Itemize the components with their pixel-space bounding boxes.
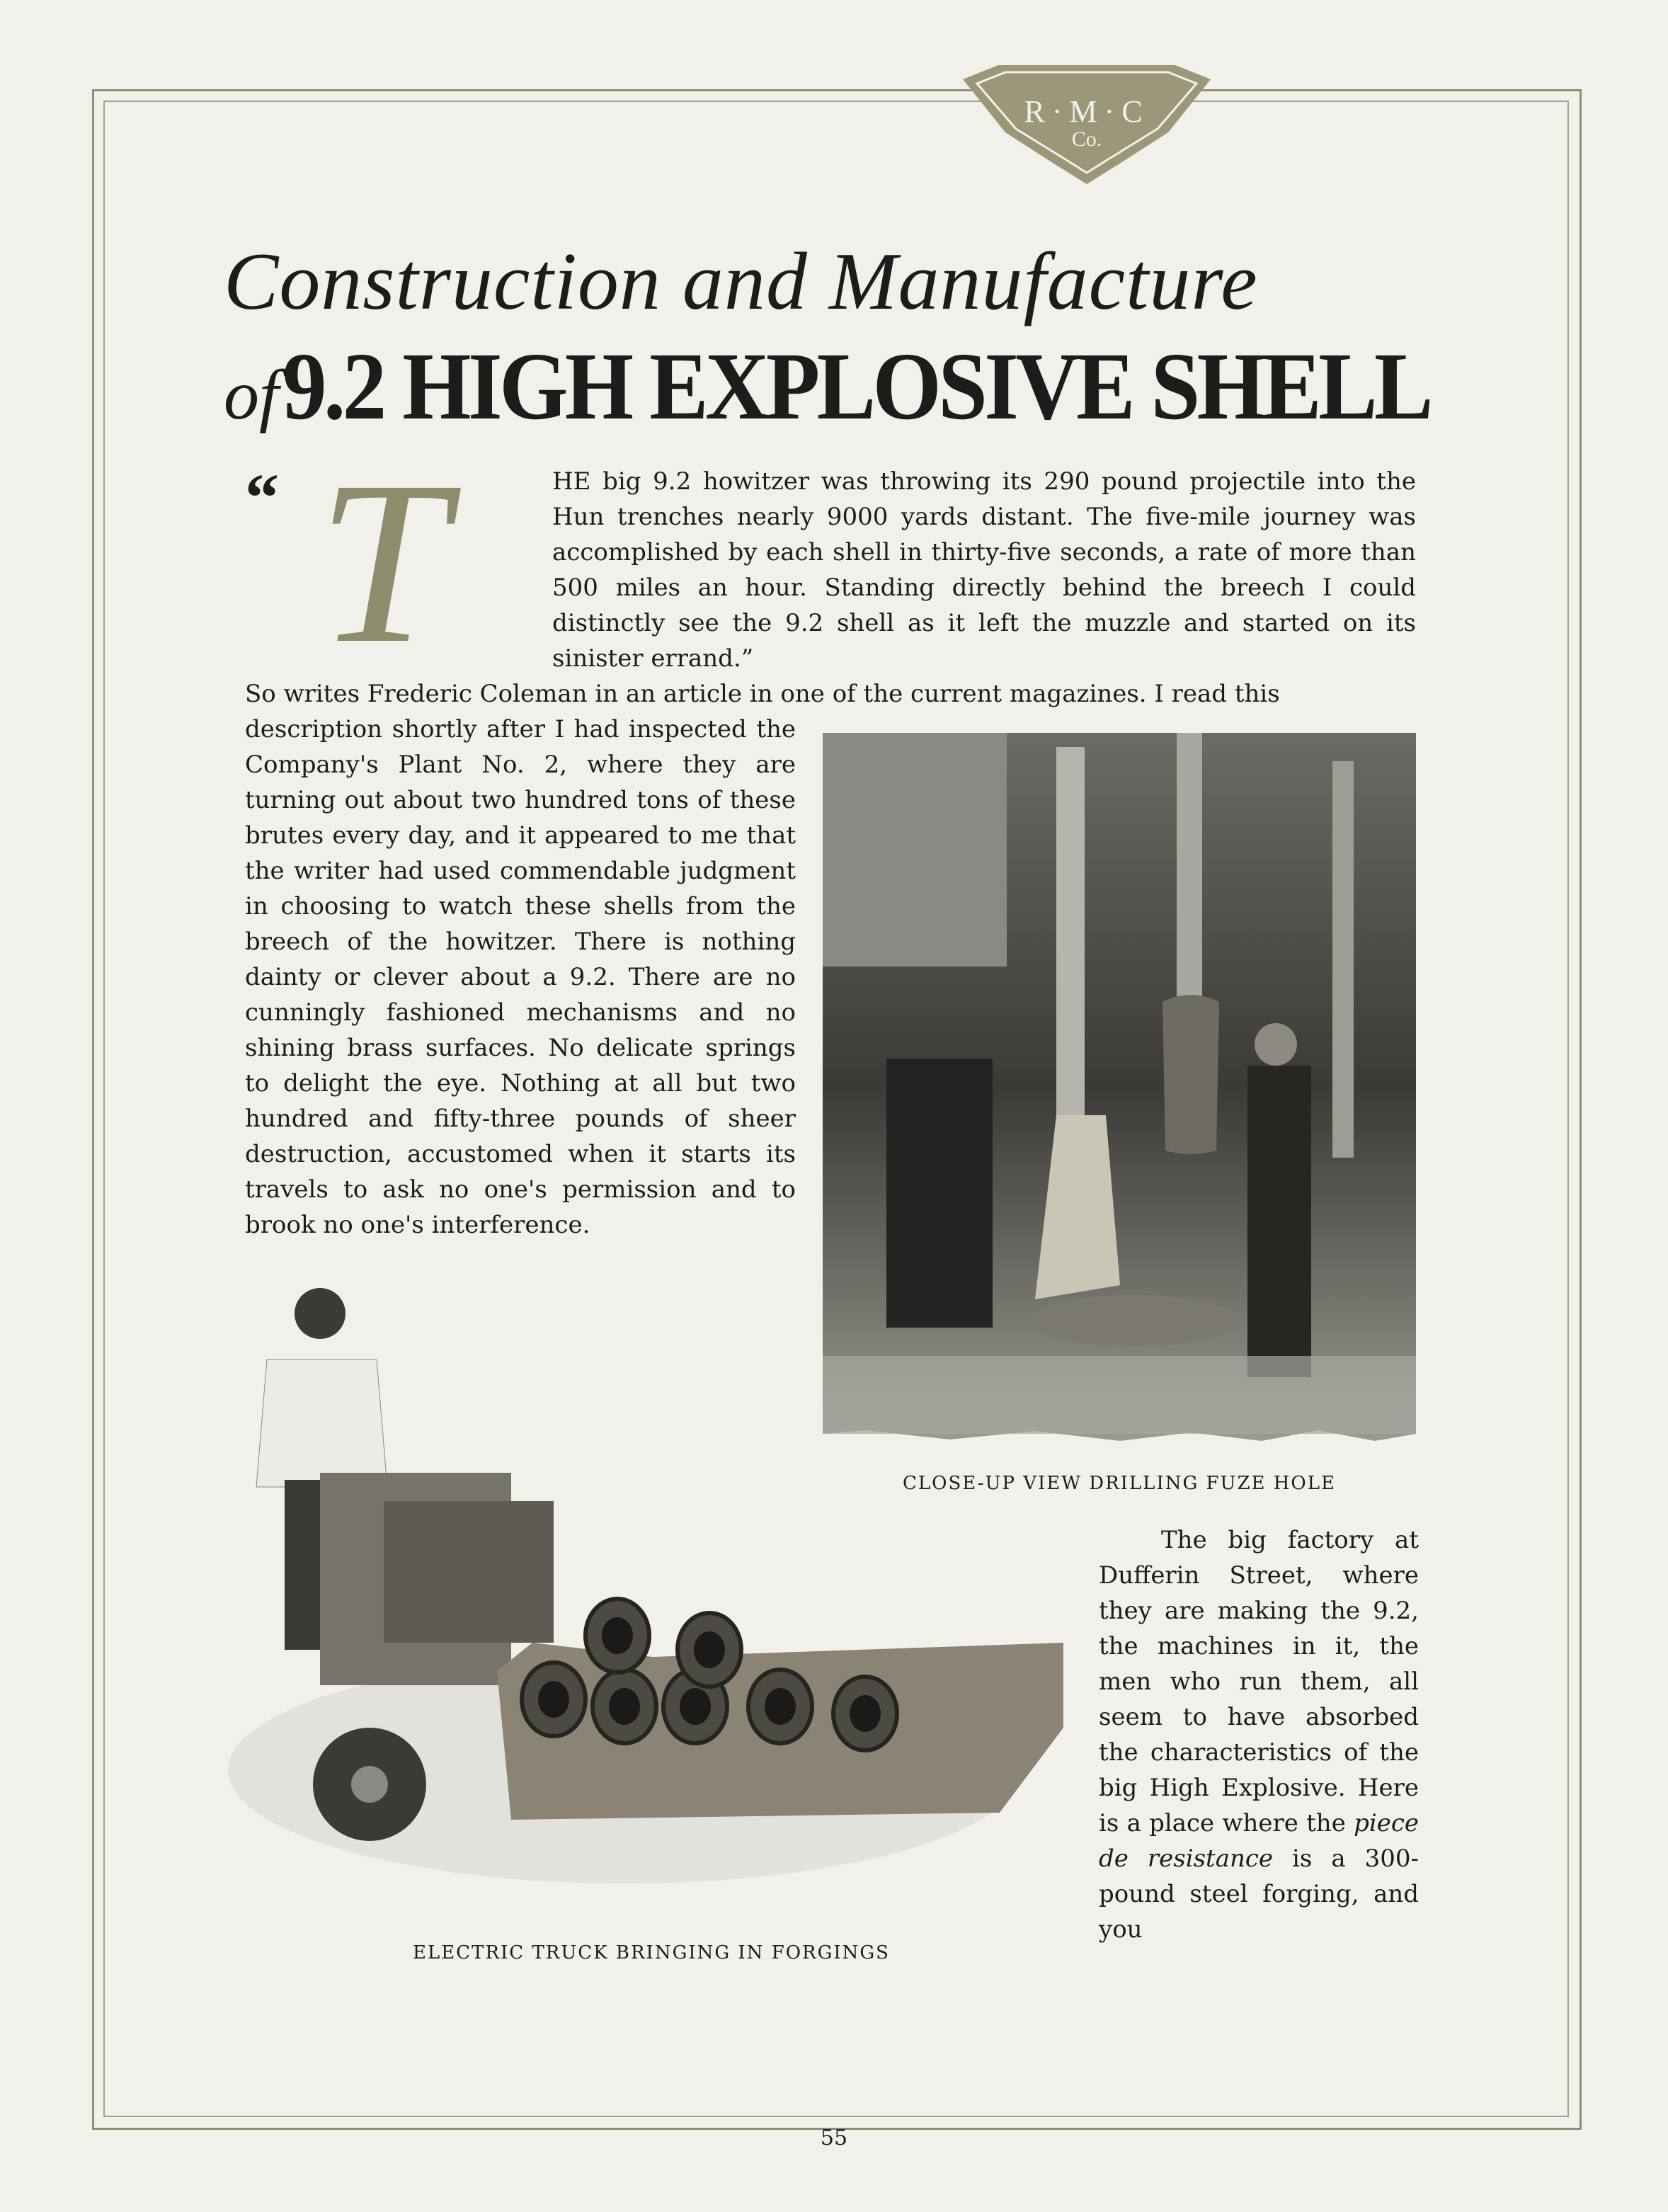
article-full-width-line: So writes Frederic Coleman in an article in one of the current magazines. I read this [245, 680, 1280, 708]
right-column-text-a: The big factory at Dufferin Street, where they are making the 9.2, the machines in it, the men who run them, all seem to have absorbed the characteristics of the big High Explosive. Here is a place where the [1099, 1526, 1419, 1837]
title-line-1: Construction and Manufacture [224, 236, 1258, 327]
caption-truck: ELECTRIC TRUCK BRINGING IN FORGINGS [413, 1942, 890, 1963]
emblem-company: Co. [1071, 127, 1102, 151]
open-quote-mark: “ [245, 460, 279, 535]
photo-electric-truck [228, 1275, 1070, 1926]
right-column-italic: piece de resistance [1099, 1809, 1419, 1873]
page-number: 55 [820, 2126, 848, 2150]
title-prefix: of [224, 355, 279, 434]
article-right-column [1099, 1522, 1419, 1947]
title-main: 9.2 HIGH EXPLOSIVE SHELL [282, 333, 1430, 440]
drop-cap: T [317, 433, 447, 692]
article-left-column: description shortly after I had inspected the Company's Plant No. 2, where they are turning out about two hundred tons of these brutes every day, and it appeared to me that the writer had used commendable judgment in choosing to watch these shells from the breech of the howitzer. There is nothing dainty or clever about a 9.2. There are no cunningly fashioned mechanisms and no shining brass surfaces. No delicate springs to delight the eye. Nothing at all but two hundred and fifty-three pounds of sheer destruction, accustomed when it starts its travels to ask no one's permission and to brook no one's interference. [245, 715, 796, 1239]
title-line-2 [224, 331, 1456, 442]
article-lead-paragraph: HE big 9.2 howitzer was throwing its 290 pound projectile into the Hun trenches nearly 9000 yards distant. The five-mile journey was accomplished by each shell in thirty-five seconds, a rate of more than 500 miles an hour. Standing directly behind the breech I could distinctly see the 9.2 shell as it left the muzzle and started on its sinister errand.” [552, 467, 1416, 673]
emblem-letters: R·M·C [1024, 94, 1150, 129]
caption-drilling: CLOSE-UP VIEW DRILLING FUZE HOLE [903, 1473, 1336, 1494]
right-column-text-b: is a 300-pound steel forging, and you [1099, 1845, 1419, 1944]
